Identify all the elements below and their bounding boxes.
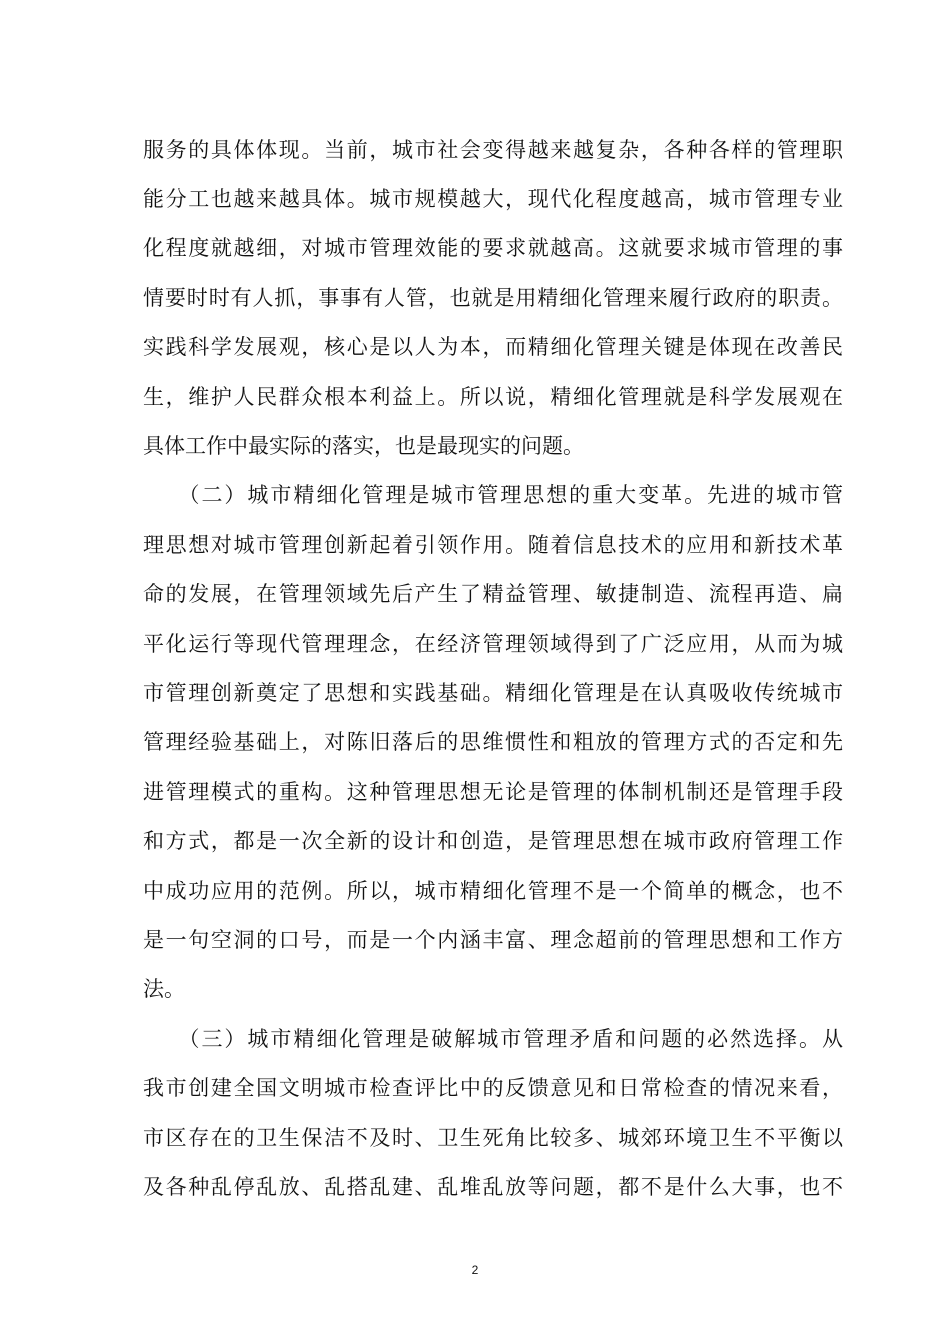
text-line: 理思想对城市管理创新起着引领作用。随着信息技术的应用和新技术革 (143, 533, 843, 557)
text-line: 服务的具体体现。当前，城市社会变得越来越复杂，各种各样的管理职 (143, 138, 843, 162)
text-line: 能分工也越来越具体。城市规模越大，现代化程度越高，城市管理专业 (143, 187, 843, 211)
text-line: 市区存在的卫生保洁不及时、卫生死角比较多、城郊环境卫生不平衡以 (143, 1126, 843, 1150)
text-line: （二）城市精细化管理是城市管理思想的重大变革。先进的城市管 (143, 483, 843, 507)
text-line: 和方式，都是一次全新的设计和创造，是管理思想在城市政府管理工作 (143, 829, 843, 853)
text-line: 情要时时有人抓，事事有人管，也就是用精细化管理来履行政府的职责。 (143, 286, 843, 310)
text-line: 具体工作中最实际的落实，也是最现实的问题。 (143, 434, 584, 458)
text-line: 化程度就越细，对城市管理效能的要求就越高。这就要求城市管理的事 (143, 236, 843, 260)
text-line: 命的发展，在管理领域先后产生了精益管理、敏捷制造、流程再造、扁 (143, 582, 843, 606)
text-line: 我市创建全国文明城市检查评比中的反馈意见和日常检查的情况来看， (143, 1076, 843, 1100)
text-line: 是一句空洞的口号，而是一个内涵丰富、理念超前的管理思想和工作方 (143, 928, 843, 952)
text-line: 中成功应用的范例。所以，城市精细化管理不是一个简单的概念，也不 (143, 879, 843, 903)
text-line: 进管理模式的重构。这种管理思想无论是管理的体制机制还是管理手段 (143, 780, 843, 804)
page-number: 2 (471, 1263, 479, 1277)
text-line: 生，维护人民群众根本利益上。所以说，精细化管理就是科学发展观在 (143, 385, 843, 409)
text-line: 法。 (143, 977, 185, 1001)
text-line: 及各种乱停乱放、乱搭乱建、乱堆乱放等问题，都不是什么大事，也不 (143, 1175, 843, 1199)
text-line: 平化运行等现代管理理念，在经济管理领域得到了广泛应用，从而为城 (143, 632, 843, 656)
text-line: 实践科学发展观，核心是以人为本，而精细化管理关键是体现在改善民 (143, 335, 843, 359)
text-line: 市管理创新奠定了思想和实践基础。精细化管理是在认真吸收传统城市 (143, 681, 843, 705)
text-line: （三）城市精细化管理是破解城市管理矛盾和问题的必然选择。从 (143, 1027, 843, 1051)
text-line: 管理经验基础上，对陈旧落后的思维惯性和粗放的管理方式的否定和先 (143, 730, 843, 754)
